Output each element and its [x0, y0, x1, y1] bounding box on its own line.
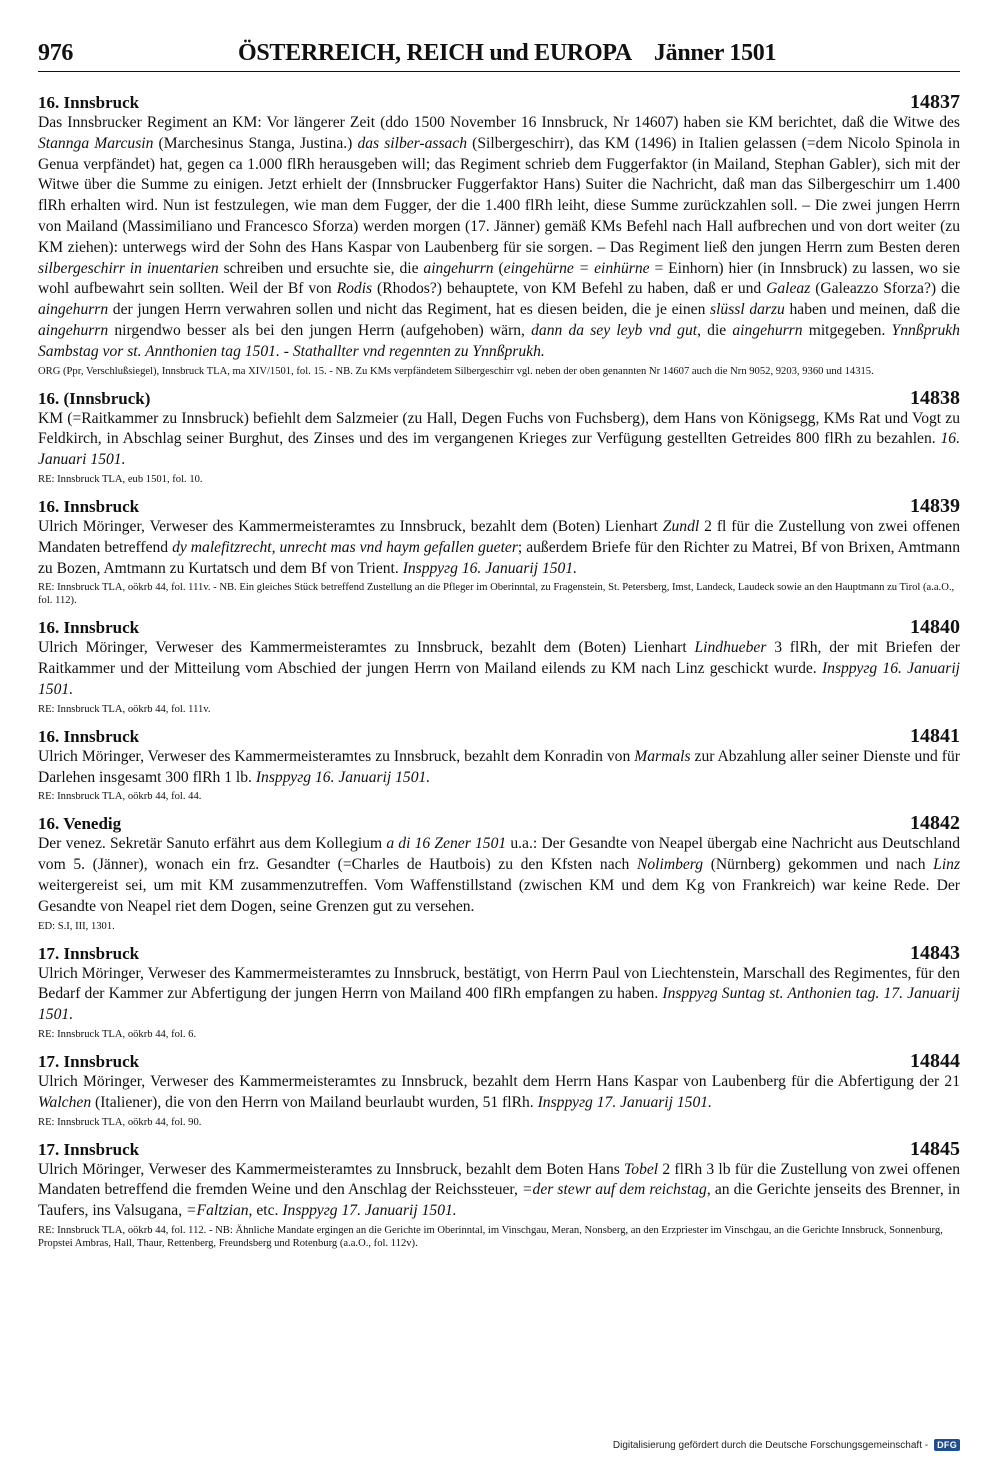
entry-source: RE: Innsbruck TLA, oökrb 44, fol. 111v.	[38, 703, 211, 715]
entry-heading	[38, 726, 960, 747]
entry-date-place: 16. Innsbruck	[38, 726, 140, 746]
entry-source: RE: Innsbruck TLA, eub 1501, fol. 10.	[38, 473, 203, 485]
entry-heading	[38, 1051, 960, 1072]
italic-segment: Marmals	[634, 747, 691, 765]
italic-segment: dy malefitzrecht, unrecht mas vnd haym gefallen gueter	[172, 538, 518, 556]
text-segment: (Nürnberg) gekommen und nach	[703, 856, 934, 874]
italic-segment: dann da sey leyb vnd gut	[531, 321, 698, 339]
entry	[38, 92, 960, 378]
italic-segment: Galeaz	[766, 280, 811, 298]
entry	[38, 813, 960, 932]
text-segment: (Marchesinus Stanga, Justina.)	[153, 134, 358, 152]
entry-date-place: 16. Innsbruck	[38, 93, 140, 112]
page	[38, 40, 960, 1260]
text-segment: haben und meinen, daß die	[784, 301, 961, 319]
text-segment: KM (=Raitkammer zu Innsbruck) befiehlt dem Salzmeier (zu Hall, Degen Fuchs von Fuchsberg), dem Hans von Königsegg, KMs Rat und Vogt zu Feldkirch, in Abschlag seiner Burghut, des Zinses und des im vergangenen Krieges zur Verfügung gestellten Getreides 800 flRh zu bezahlen.	[38, 409, 960, 448]
text-segment: Ulrich Möringer, Verweser des Kammermeisteramtes zu Innsbruck, bezahlt dem (Boten) Lienhart	[38, 517, 663, 535]
italic-segment: a di 16 Zener 1501	[386, 835, 507, 853]
italic-segment: Inspругg Suntag st. Anthonien tag. 17. Januarij 1501.	[38, 985, 960, 1024]
entry-number: 14841	[910, 724, 960, 747]
italic-segment: silbergeschirr in inuentarien	[38, 259, 219, 277]
entry-number: 14844	[910, 1049, 960, 1072]
entry-source: RE: Innsbruck TLA, oökrb 44, fol. 111v. - NB. Ein gleiches Stück betreffend Zustellung an die Pfleger im Oberinntal, zu Fragenstein, St. Petersberg, Imst, Landeck, Laudeck sowie an den Hauptmann zu Tirol (a.a.O., fol. 112).	[38, 582, 955, 607]
text-segment: , etc.	[248, 1202, 283, 1220]
text-segment: 3 flRh, der mit Briefen der Raitkammer und der Mitteilung vom Abschied der jungen Herrn von Mailand eilends zu KM nach Linz geschickt wurde.	[38, 639, 961, 678]
text-segment: weitergereist sei, um mit KM zusammenzutreffen. Vom Waffenstillstand (zwischen KM und dem Kg von Frankreich) war keine Rede. Der Gesandte von Neapel riet dem Dogen, seine Grenzen gut zu versehen.	[38, 876, 960, 915]
entry-date-place: 17. Innsbruck	[38, 1139, 140, 1159]
italic-segment: =Faltzian	[186, 1202, 249, 1220]
page-header	[38, 40, 960, 72]
text-segment: zur Abzahlung aller seiner Dienste und für Darlehen insgesamt 300 flRh 1 lb.	[38, 747, 960, 786]
entry-text	[38, 517, 960, 579]
text-segment: nirgendwo besser als bei den jungen Herrn (aufgehoben) wärn,	[108, 321, 532, 339]
italic-segment: Linz	[933, 856, 961, 874]
italic-segment: slüssl darzu	[710, 301, 785, 319]
text-segment: , an die Gerichte jenseits des Brenner, in Taufers, ins Valsugana,	[38, 1181, 960, 1220]
entry-date-place: 17. Innsbruck	[38, 943, 140, 963]
entry-source: ORG (Ppr, Verschlußsiegel), Innsbruck TLA, ma XIV/1501, fol. 15. - NB. Zu KMs verpfändetem Silbergeschirr vgl. neben der oben genannten Nr 14607 auch die Nrn 9052, 9203, 9360 und 14315.	[38, 365, 874, 377]
text-segment: Das Innsbrucker Regiment an KM: Vor längerer Zeit (ddo 1500 November 16 Innsbruck, Nr 14607) haben sie KM berichtet, daß die Witwe des	[38, 114, 960, 131]
entry-number: 14845	[910, 1137, 960, 1160]
italic-segment: Inspругg 17. Januarij 1501.	[282, 1202, 457, 1220]
italic-segment: Ynnßprukh Sambstag vor st. Annthonien tag 1501. - Stathallter vnd regennten zu Ynnßprukh.	[38, 321, 960, 360]
text-segment: Ulrich Möringer, Verweser des Kammermeisteramtes zu Innsbruck, bezahlt dem Konradin von	[38, 747, 635, 765]
entry-text	[38, 409, 960, 471]
text-segment: (Italiener), die von den Herrn von Mailand beurlaubt wurden, 51 flRh.	[91, 1093, 538, 1111]
italic-segment: Lindhueber	[694, 639, 767, 657]
text-segment: der jungen Herrn verwahren sollen und nicht das Regiment, hat es diesen beiden, die je einen	[108, 301, 711, 319]
text-segment: 2 flRh 3 lb für die Zustellung von zwei offenen Mandaten betreffend die fremden Weine und den Anschlag der Reichssteuer,	[38, 1160, 961, 1199]
entry-text	[38, 1072, 960, 1114]
entry-text	[38, 834, 960, 917]
entry-heading	[38, 943, 960, 964]
text-segment: Ulrich Möringer, Verweser des Kammermeisteramtes zu Innsbruck, bezahlt dem Boten Hans	[38, 1160, 625, 1178]
entry	[38, 1139, 960, 1250]
page-number: 976	[38, 40, 74, 66]
text-segment: Der venez. Sekretär Sanuto erfährt aus dem Kollegium	[38, 835, 387, 853]
entry	[38, 617, 960, 715]
entry-heading	[38, 813, 960, 834]
text-segment: ; außerdem Briefe für den Richter zu Matrei, Bf von Brixen, Amtmann zu Bozen, Amtmann zu Kurtatsch und dem Bf von Trient.	[38, 538, 960, 577]
entry-source: RE: Innsbruck TLA, oökrb 44, fol. 90.	[38, 1116, 202, 1128]
entry	[38, 943, 960, 1041]
entry-number: 14843	[910, 941, 960, 964]
italic-segment: Inspругg 16. Januarij 1501.	[38, 660, 960, 698]
italic-segment: =der stewr auf dem reichstag	[522, 1181, 707, 1199]
entry	[38, 496, 960, 607]
entry-source: RE: Innsbruck TLA, oökrb 44, fol. 112. - NB: Ähnliche Mandate ergingen an die Gerichte im Oberinntal, im Vinschgau, Meran, Nonsberg, an den Erzpriester im Vinschgau, an die Gerichte Innsbruck, Sonnenburg, Propstei Ambras, Hall, Thaur, Rettenberg, Freundsberg und Rotenburg (a.a.O., fol. 112v).	[38, 1224, 943, 1249]
text-segment: (Silbergeschirr), das KM (1496) in Italien gelassen (=dem Nicolo Spinola in Genua verpfändet) hat, gegen ca 1.000 flRh herausgeben will; das Regiment schrieb dem Fuggerfaktor (in Mailand, Stephan Gabler), sich mit der Witwe über die Summe zu einigen. Jetzt erhielt der (Innsbrucker Fuggerfaktor Hans) Suiter die Nachricht, daß man das Silbergeschirr um 1.400 flRh erhalten wird. Nun ist festzulegen, wie man dem Fugger, der die 1.400 flRh leiht, diese Summe zurückzahlen soll. – Die zwei jungen Herrn von Mailand (Massimiliano und Francesco Sforza) werden morgen (17. Jänner) gemäß KMs Befehl nach Hall aufbrechen und von dort weiter (zu KM ziehen): unterwegs wird der Sohn des Hans Kaspar von Laubenberg für sie sorgen. – Das Regiment ließ den jungen Herrn zum Besten deren	[38, 134, 960, 256]
entry-number: 14842	[910, 812, 960, 835]
entry-heading	[38, 388, 960, 409]
italic-segment: Stannga Marcusin	[38, 134, 154, 152]
text-segment: 2 fl für die Zustellung von zwei offenen Mandaten betreffend	[38, 517, 961, 556]
text-segment: (	[493, 259, 504, 277]
entry-heading	[38, 92, 960, 113]
italic-segment: das silber-assach	[357, 134, 468, 152]
entry	[38, 726, 960, 804]
entry-date-place: 16. (Innsbruck)	[38, 388, 151, 408]
entry-date-place: 16. Innsbruck	[38, 618, 140, 638]
italic-segment: aingehurrn	[38, 301, 109, 319]
footer-text: Digitalisierung gefördert durch die Deutsche Forschungsgemeinschaft -	[612, 1439, 929, 1451]
italic-segment: aingehurrn	[732, 321, 803, 339]
entry-heading	[38, 617, 960, 638]
entry-text	[38, 1160, 960, 1222]
entry-number: 14840	[910, 616, 960, 639]
entry-date-place: 16. Innsbruck	[38, 496, 140, 516]
italic-segment: Nolimberg	[636, 856, 704, 874]
italic-segment: Inspругg 16. Januarij 1501.	[402, 559, 578, 577]
entry-heading	[38, 1139, 960, 1160]
italic-segment: Walchen	[38, 1093, 92, 1111]
footer	[613, 1439, 960, 1451]
italic-segment: aingehurrn	[423, 259, 494, 277]
italic-segment: aingehurrn	[38, 321, 109, 339]
entry-source: ED: S.I, III, 1301.	[38, 920, 115, 932]
entry-source: RE: Innsbruck TLA, oökrb 44, fol. 44.	[38, 791, 202, 803]
entry-heading	[38, 496, 960, 517]
entry-text	[38, 113, 960, 363]
text-segment: Ulrich Möringer, Verweser des Kammermeisteramtes zu Innsbruck, bezahlt dem (Boten) Lienhart	[38, 639, 695, 657]
text-segment: Ulrich Möringer, Verweser des Kammermeisteramtes zu Innsbruck, bezahlt dem Herrn Hans Kaspar von Laubenberg für die Abfertigung der 21	[38, 1072, 960, 1090]
text-segment: schreiben und ersuchte sie, die	[218, 259, 424, 277]
italic-segment: Tobel	[624, 1160, 659, 1178]
italic-segment: Rodis	[336, 280, 373, 298]
entry-number: 14839	[910, 494, 960, 517]
running-title: ÖSTERREICH, REICH und EUROPA	[238, 40, 632, 66]
dfg-logo: DFG	[934, 1439, 960, 1451]
italic-segment: 16. Januari 1501.	[38, 430, 960, 469]
entry-date-place: 17. Innsbruck	[38, 1051, 140, 1071]
entry	[38, 388, 960, 486]
text-segment: u.a.: Der Gesandte von Neapel übergab eine Nachricht aus Deutschland vom 5. (Jänner), wonach ein frz. Gesandter (=Charles de Hautbois) zu den Kfsten nach	[38, 835, 960, 874]
italic-segment: Zundl	[662, 517, 700, 535]
entry-source: RE: Innsbruck TLA, oökrb 44, fol. 6.	[38, 1028, 197, 1040]
entry-text	[38, 964, 960, 1026]
text-segment: (Rhodos?) behauptete, von KM Befehl zu haben, daß er und	[372, 280, 767, 298]
text-segment: (Galeazzo Sforza?) die	[810, 280, 960, 298]
text-segment: mitgegeben.	[802, 321, 892, 339]
entry-number: 14838	[910, 386, 960, 409]
text-segment: Ulrich Möringer, Verweser des Kammermeisteramtes zu Innsbruck, bestätigt, von Herrn Paul von Liechtenstein, Marschall des Regimentes, für den Bedarf der Kammer zur Abfertigung der jungen Herrn von Mailand 400 flRh empfangen zu haben.	[38, 964, 960, 1003]
italic-segment: Inspругg 17. Januarij 1501.	[537, 1093, 712, 1111]
italic-segment: Inspругg 16. Januarij 1501.	[255, 768, 431, 786]
entries-list	[38, 92, 960, 1250]
entry-text	[38, 747, 960, 789]
running-date: Jänner 1501	[653, 40, 777, 66]
italic-segment: eingehürne = einhürne	[503, 259, 650, 277]
text-segment: , die	[697, 321, 733, 339]
entry	[38, 1051, 960, 1129]
entry-date-place: 16. Venedig	[38, 814, 122, 834]
entry-number: 14837	[910, 91, 960, 113]
text-segment: = Einhorn) hier (in Innsbruck) zu lassen, wo sie wohl aufbewahrt sein sollten. Weil der Bf von	[38, 259, 960, 298]
entry-text	[38, 638, 960, 700]
